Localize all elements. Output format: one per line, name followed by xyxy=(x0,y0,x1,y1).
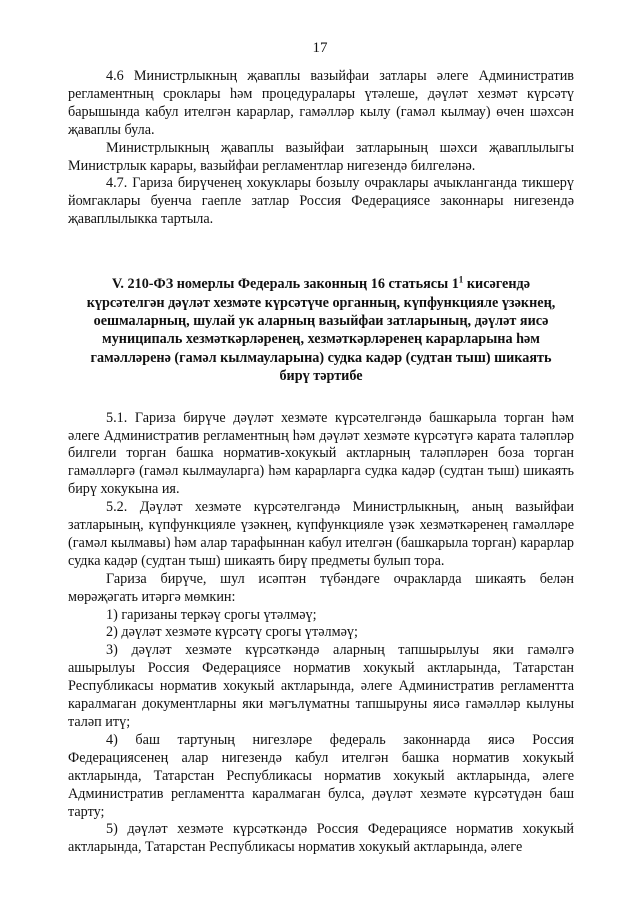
list-item: 2) дәүләт хезмәте күрсәтү срогы үтәлмәү; xyxy=(106,624,358,641)
page-number: 17 xyxy=(312,40,328,56)
paragraph-4-6: 4.6 Министрлыкның җаваплы вазыйфаи затлары әлеге Административ регламентның сроклары һәм процедуралары үтәлеше, дәүләт хезмәт күрсәтү барышында кабул ителгән карарлар, гамәлләр кылу (гамәл кылмау) өчен шәхсән җаваплы була. xyxy=(68,68,574,138)
paragraph-4-7: 4.7. Гариза бирүченең хокуклары бозылу очраклары ачыкланганда тикшерү йомгаклары буенча гаепле затлар Россия Федерациясе законнары нигезендә җаваплылыкка тартыла. xyxy=(68,175,574,228)
section-v-title xyxy=(68,275,574,385)
paragraph-5-2: 5.2. Дәүләт хезмәте күрсәтелгәндә Министрлыкның, аның вазыйфаи затларының, күпфункцияле үзәкнең, күпфункцияле үзәк хезмәткәренең гамәлләре (гамәл кылмавы) һәм алар тарафыннан кабул ителгән (башкарыла торган) карарлар судка кадәр (судтан тыш) шикаять бирү предметы булып тора. xyxy=(68,499,574,569)
paragraph-complaint-cases: Гариза бирүче, шул исәптән түбәндәге очракларда шикаять белән мөрәҗәгать итәргә мөмкин: xyxy=(68,570,574,605)
section-v-body xyxy=(68,410,574,858)
section-title-superscript: 1 xyxy=(458,274,464,285)
list-item: 1) гаризаны теркәү срогы үтәлмәү; xyxy=(106,606,317,623)
paragraph-responsibility: Министрлыкның җаваплы вазыйфаи затларының шәхси җаваплылыгы Министрлык карары, вазыйфаи регламентлар нигезендә билгеләнә. xyxy=(68,139,574,174)
list-item: 5) дәүләт хезмәте күрсәткәндә Россия Федерациясе норматив хокукый актларында, Татарстан Республикасы норматив хокукый актларында, әлеге xyxy=(68,821,574,856)
list-item: 3) дәүләт хезмәте күрсәткәндә аларның тапшырылуы яки гамәлгә ашырылуы Россия Федерациясе норматив хокукый актларында, Татарстан Республикасы норматив хокукый актларында, әлеге Административ регламентта каралмаган документларны яки мәгълүматны тапшыруны яисә гамәлләр кылуны таләп итү; xyxy=(68,642,574,730)
paragraph-5-1: 5.1. Гариза бирүче дәүләт хезмәте күрсәтелгәндә башкарыла торган һәм әлеге Административ регламентның һәм дәүләт хезмәте күрсәтүгә карата таләпләр билгели торган башка норматив-хокукый актларның таләпләрен боза торган гамәлләргә (гамәл кылмауларга) һәм карарларга судка кадәр (судтан тыш) шикаять бирү хокукына ия. xyxy=(68,409,574,498)
page-content xyxy=(68,68,574,857)
section-title-start: V. 210-ФЗ номерлы Федераль законның 16 статьясы 1 xyxy=(112,276,459,293)
list-item: 4) баш тартуның нигезләре федераль законнарда яисә Россия Федерациясенең алар нигезендә кабул ителгән башка норматив хокукый актларында, Татарстан Республикасы норматив хокукый актларында, әлеге Административ регламентта каралмаган булса, дәүләт хезмәте күрсәтүдән баш тарту; xyxy=(68,731,574,820)
section-title-end: кисәгендә күрсәтелгән дәүләт хезмәте күрсәтүче органның, күпфункцияле үзәкнең, оешмаларның, шулай ук аларның вазыйфаи затларының, дәүләт яисә муниципаль хезмәткәрләренең, хезмәткәрләренең карарларына һәм гамәлләренә (гамәл кылмауларына) судка кадәр (судтан тыш) шикаять бирү тәртибе xyxy=(86,276,556,385)
